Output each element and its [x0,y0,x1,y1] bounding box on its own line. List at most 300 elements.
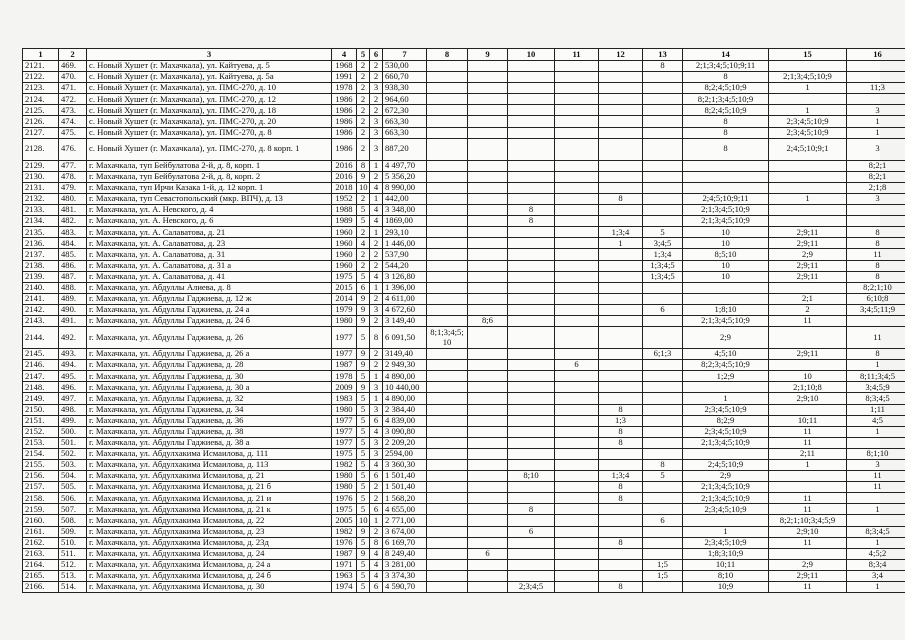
table-cell-col-1: 2154. [23,448,59,459]
table-cell-col-6: 2 [370,94,383,105]
table-cell-col-16: 8;2;1 [847,160,905,171]
table-cell-col-1: 2142. [23,304,59,315]
table-cell-col-11 [555,382,599,393]
table-cell-col-15 [769,548,847,559]
table-cell-col-1: 2148. [23,382,59,393]
table-cell-col-4: 1971 [332,559,357,570]
table-cell-col-8 [427,515,468,526]
table-cell-col-14 [683,171,769,182]
table-cell-col-12 [599,171,643,182]
table-cell-col-7: 3 374,30 [383,570,427,581]
table-cell-col-1: 2146. [23,360,59,371]
table-cell-col-13: 6;1;3 [643,349,683,360]
table-cell-col-8 [427,482,468,493]
table-cell-col-9 [468,382,508,393]
table-cell-col-7: 3 348,00 [383,205,427,216]
table-cell-col-13: 5 [643,471,683,482]
table-cell-col-3: г. Махачкала, ул. Абдуллы Гаджиева, д. 24 а [87,304,332,315]
table-cell-col-11 [555,116,599,127]
table-cell-col-5: 5 [357,493,370,504]
table-cell-col-12 [599,315,643,326]
table-row [23,193,905,204]
table-cell-col-11 [555,282,599,293]
table-cell-col-1: 2158. [23,493,59,504]
table-cell-col-14: 10 [683,271,769,282]
table-cell-col-12 [599,548,643,559]
table-cell-col-15: 2;4;5;10;9;1 [769,138,847,160]
table-cell-col-2: 502. [59,448,87,459]
table-cell-col-15: 2;9;11 [769,238,847,249]
table-cell-col-11 [555,304,599,315]
table-cell-col-16: 8 [847,271,905,282]
table-cell-col-12 [599,515,643,526]
table-cell-col-13 [643,171,683,182]
table-cell-col-7: 4 890,00 [383,371,427,382]
table-cell-col-9 [468,249,508,260]
table-cell-col-10: 8 [508,504,555,515]
table-cell-col-10 [508,293,555,304]
table-row [23,582,905,593]
table-cell-col-6: 1 [370,160,383,171]
table-cell-col-11 [555,448,599,459]
table-cell-col-1: 2150. [23,404,59,415]
table-cell-col-10 [508,61,555,72]
table-cell-col-16 [847,61,905,72]
table-cell-col-16: 11 [847,249,905,260]
table-cell-col-15: 2;11 [769,448,847,459]
table-cell-col-16 [847,437,905,448]
column-header-1: 1 [23,49,59,61]
table-cell-col-10 [508,371,555,382]
table-cell-col-8 [427,216,468,227]
table-cell-col-6: 8 [370,327,383,349]
table-cell-col-10 [508,360,555,371]
table-cell-col-12: 1 [599,238,643,249]
table-cell-col-6: 6 [370,471,383,482]
table-cell-col-7: 4 497,70 [383,160,427,171]
table-cell-col-7: 2 384,40 [383,404,427,415]
table-cell-col-12: 1;3;4 [599,471,643,482]
table-cell-col-15: 1 [769,460,847,471]
table-cell-col-16: 2;1;8 [847,182,905,193]
column-header-4: 4 [332,49,357,61]
column-header-2: 2 [59,49,87,61]
table-cell-col-9 [468,349,508,360]
table-cell-col-8 [427,493,468,504]
table-cell-col-16: 4;5;2 [847,548,905,559]
table-cell-col-1: 2157. [23,482,59,493]
table-cell-col-10 [508,493,555,504]
table-cell-col-8 [427,382,468,393]
table-cell-col-13 [643,582,683,593]
table-cell-col-5: 2 [357,116,370,127]
table-row [23,559,905,570]
table-cell-col-10: 8 [508,205,555,216]
table-cell-col-3: г. Махачкала, ул. Абдуллы Гаджиева, д. 36 [87,415,332,426]
table-cell-col-2: 492. [59,327,87,349]
table-cell-col-12: 1;3 [599,415,643,426]
table-cell-col-14 [683,293,769,304]
table-row [23,260,905,271]
table-row [23,404,905,415]
table-cell-col-14: 10;9 [683,582,769,593]
table-cell-col-16: 1 [847,582,905,593]
table-cell-col-1: 2160. [23,515,59,526]
table-cell-col-15 [769,205,847,216]
table-cell-col-15: 2 [769,304,847,315]
table-cell-col-15 [769,94,847,105]
table-cell-col-13: 5 [643,227,683,238]
table-cell-col-6: 2 [370,526,383,537]
table-cell-col-12: 1;3;4 [599,227,643,238]
table-cell-col-16: 6;10;8 [847,293,905,304]
table-cell-col-14: 1;8;10 [683,304,769,315]
housing-register-table [22,48,905,593]
table-cell-col-2: 507. [59,504,87,515]
table-cell-col-12 [599,349,643,360]
table-cell-col-16: 8;2;1;10 [847,282,905,293]
table-cell-col-5: 10 [357,182,370,193]
table-cell-col-4: 2009 [332,382,357,393]
table-cell-col-3: г. Махачкала, туп Бейбулатова 2-й, д. 8, корп. 1 [87,160,332,171]
table-row [23,249,905,260]
table-cell-col-15 [769,282,847,293]
table-cell-col-7: 3 090,80 [383,426,427,437]
table-cell-col-11 [555,138,599,160]
table-cell-col-3: с. Новый Хушет (г. Махачкала), ул. ПМС-270, д. 8 корп. 1 [87,138,332,160]
table-cell-col-5: 6 [357,282,370,293]
table-cell-col-10: 2;3;4;5 [508,582,555,593]
table-cell-col-1: 2137. [23,249,59,260]
table-cell-col-9 [468,293,508,304]
table-cell-col-11 [555,493,599,504]
table-cell-col-15: 2;9;10 [769,393,847,404]
table-cell-col-13: 1;5 [643,570,683,581]
table-cell-col-5: 5 [357,371,370,382]
table-cell-col-4: 1986 [332,105,357,116]
table-cell-col-5: 5 [357,460,370,471]
table-cell-col-3: г. Махачкала, ул. Абдулхакима Исмаилова, д. 24 б [87,570,332,581]
table-cell-col-7: 663,30 [383,116,427,127]
table-cell-col-10 [508,171,555,182]
table-cell-col-4: 2016 [332,160,357,171]
table-cell-col-5: 2 [357,249,370,260]
table-cell-col-1: 2163. [23,548,59,559]
table-cell-col-14: 8 [683,138,769,160]
table-cell-col-14 [683,282,769,293]
table-cell-col-8 [427,227,468,238]
table-cell-col-6: 6 [370,415,383,426]
table-cell-col-7: 544,20 [383,260,427,271]
table-row [23,282,905,293]
table-cell-col-1: 2126. [23,116,59,127]
table-cell-col-5: 5 [357,559,370,570]
table-cell-col-11 [555,482,599,493]
table-cell-col-4: 1980 [332,482,357,493]
table-cell-col-16: 1 [847,537,905,548]
table-cell-col-3: г. Махачкала, ул. Абдулхакима Исмаилова, д. 113 [87,460,332,471]
table-cell-col-7: 4 611,00 [383,293,427,304]
table-cell-col-10 [508,72,555,83]
table-cell-col-8 [427,537,468,548]
table-cell-col-11 [555,537,599,548]
table-cell-col-6: 4 [370,205,383,216]
table-cell-col-7: 530,00 [383,61,427,72]
table-cell-col-6: 3 [370,437,383,448]
table-cell-col-13 [643,83,683,94]
table-cell-col-2: 483. [59,227,87,238]
table-cell-col-10 [508,238,555,249]
table-cell-col-1: 2153. [23,437,59,448]
table-cell-col-3: г. Махачкала, ул. Абдулхакима Исмаилова, д. 23д [87,537,332,548]
table-cell-col-5: 5 [357,448,370,459]
table-cell-col-1: 2132. [23,193,59,204]
table-cell-col-8 [427,116,468,127]
table-cell-col-15: 2;9;10 [769,526,847,537]
table-cell-col-10 [508,271,555,282]
table-cell-col-2: 510. [59,537,87,548]
table-cell-col-10 [508,437,555,448]
table-cell-col-3: г. Махачкала, ул. Абдулхакима Исмаилова, д. 24 [87,548,332,559]
table-cell-col-5: 5 [357,582,370,593]
table-cell-col-12 [599,382,643,393]
table-cell-col-8 [427,293,468,304]
table-row [23,127,905,138]
table-cell-col-16: 3 [847,460,905,471]
table-cell-col-4: 1960 [332,238,357,249]
table-cell-col-12 [599,83,643,94]
table-cell-col-3: г. Махачкала, ул. А. Салаватова, д. 31 [87,249,332,260]
table-row [23,526,905,537]
table-row [23,548,905,559]
table-cell-col-13 [643,382,683,393]
table-cell-col-9 [468,94,508,105]
table-body [23,61,905,593]
table-cell-col-5: 5 [357,216,370,227]
table-cell-col-5: 9 [357,349,370,360]
table-cell-col-16: 1 [847,504,905,515]
table-cell-col-16: 8 [847,238,905,249]
table-cell-col-3: г. Махачкала, ул. Абдуллы Гаджиева, д. 30 а [87,382,332,393]
table-cell-col-10 [508,482,555,493]
table-cell-col-7: 1869,00 [383,216,427,227]
table-cell-col-12 [599,249,643,260]
table-cell-col-1: 2147. [23,371,59,382]
table-cell-col-2: 477. [59,160,87,171]
table-cell-col-11 [555,471,599,482]
table-cell-col-5: 2 [357,105,370,116]
column-header-11: 11 [555,49,599,61]
table-cell-col-2: 501. [59,437,87,448]
table-cell-col-14: 2;9 [683,327,769,349]
table-cell-col-2: 512. [59,559,87,570]
table-cell-col-6: 6 [370,582,383,593]
column-header-12: 12 [599,49,643,61]
table-cell-col-9 [468,83,508,94]
table-cell-col-12 [599,360,643,371]
table-cell-col-9 [468,471,508,482]
table-cell-col-2: 487. [59,271,87,282]
table-cell-col-11 [555,426,599,437]
table-cell-col-9 [468,227,508,238]
table-cell-col-9 [468,160,508,171]
table-cell-col-15: 2;9;11 [769,271,847,282]
table-cell-col-8 [427,160,468,171]
table-cell-col-13: 6 [643,515,683,526]
table-cell-col-7: 1 396,00 [383,282,427,293]
table-cell-col-5: 5 [357,482,370,493]
table-cell-col-6: 3 [370,127,383,138]
table-cell-col-8 [427,548,468,559]
table-cell-col-16: 11;3 [847,83,905,94]
table-cell-col-13 [643,205,683,216]
table-cell-col-16: 11 [847,482,905,493]
table-row [23,116,905,127]
table-cell-col-9 [468,526,508,537]
table-cell-col-1: 2133. [23,205,59,216]
table-cell-col-15: 2;3;4;5;10;9 [769,127,847,138]
table-cell-col-12: 8 [599,482,643,493]
table-cell-col-14: 2;1;3;4;5;10;9 [683,315,769,326]
table-cell-col-16: 1 [847,116,905,127]
table-cell-col-12: 8 [599,582,643,593]
table-cell-col-5: 2 [357,61,370,72]
table-cell-col-9 [468,72,508,83]
table-cell-col-6: 1 [370,393,383,404]
table-cell-col-1: 2149. [23,393,59,404]
table-cell-col-3: г. Махачкала, ул. Абдуллы Гаджиева, д. 28 [87,360,332,371]
table-cell-col-4: 1989 [332,216,357,227]
table-cell-col-6: 2 [370,238,383,249]
table-cell-col-4: 1974 [332,582,357,593]
table-cell-col-5: 5 [357,426,370,437]
table-cell-col-11 [555,94,599,105]
table-cell-col-8: 8;1;3;4;5; 10 [427,327,468,349]
table-cell-col-4: 1991 [332,72,357,83]
table-cell-col-7: 4 839,00 [383,415,427,426]
table-cell-col-5: 9 [357,315,370,326]
table-cell-col-13 [643,293,683,304]
table-cell-col-1: 2130. [23,171,59,182]
table-cell-col-9 [468,138,508,160]
table-cell-col-9 [468,482,508,493]
table-cell-col-2: 486. [59,260,87,271]
table-cell-col-12 [599,94,643,105]
table-cell-col-7: 887,20 [383,138,427,160]
table-cell-col-8 [427,182,468,193]
table-cell-col-13 [643,193,683,204]
table-cell-col-9: 6 [468,548,508,559]
table-cell-col-7: 3 360,30 [383,460,427,471]
table-cell-col-6: 2 [370,349,383,360]
table-cell-col-10 [508,315,555,326]
table-row [23,61,905,72]
table-cell-col-12 [599,526,643,537]
table-cell-col-13: 1;3;4;5 [643,260,683,271]
table-cell-col-2: 495. [59,371,87,382]
table-cell-col-4: 1977 [332,437,357,448]
table-cell-col-14: 10 [683,260,769,271]
table-cell-col-13: 8 [643,61,683,72]
table-cell-col-7: 2 209,20 [383,437,427,448]
table-cell-col-4: 1977 [332,349,357,360]
table-cell-col-15: 2;9;11 [769,227,847,238]
table-cell-col-15: 11 [769,315,847,326]
table-cell-col-10 [508,138,555,160]
table-cell-col-9 [468,193,508,204]
table-cell-col-3: г. Махачкала, ул. А. Салаватова, д. 31 а [87,260,332,271]
table-cell-col-3: г. Махачкала, ул. Абдулхакима Исмаилова, д. 21 б [87,482,332,493]
table-cell-col-14 [683,160,769,171]
table-cell-col-2: 473. [59,105,87,116]
table-cell-col-1: 2131. [23,182,59,193]
table-cell-col-14: 8;10 [683,570,769,581]
table-cell-col-14: 2;3;4;5;10;9 [683,426,769,437]
table-cell-col-5: 5 [357,205,370,216]
table-cell-col-15 [769,482,847,493]
table-cell-col-4: 2014 [332,293,357,304]
table-cell-col-3: с. Новый Хушет (г. Махачкала), ул. ПМС-270, д. 10 [87,83,332,94]
table-cell-col-9 [468,570,508,581]
table-cell-col-9 [468,171,508,182]
table-cell-col-8 [427,105,468,116]
table-cell-col-6: 2 [370,260,383,271]
table-cell-col-15: 11 [769,582,847,593]
table-cell-col-12 [599,116,643,127]
table-cell-col-4: 1977 [332,415,357,426]
table-cell-col-7: 1 501,40 [383,471,427,482]
table-row [23,515,905,526]
table-cell-col-8 [427,415,468,426]
table-cell-col-12 [599,448,643,459]
table-cell-col-15: 8;2;1;10;3;4;5;9 [769,515,847,526]
table-cell-col-14: 2;1;3;4;5;10;9 [683,482,769,493]
table-cell-col-5: 5 [357,471,370,482]
table-cell-col-7: 2 949,30 [383,360,427,371]
table-cell-col-8 [427,371,468,382]
table-cell-col-16: 8 [847,227,905,238]
table-cell-col-1: 2128. [23,138,59,160]
table-cell-col-7: 8 249,40 [383,548,427,559]
table-cell-col-1: 2134. [23,216,59,227]
table-cell-col-12 [599,182,643,193]
column-header-10: 10 [508,49,555,61]
table-row [23,293,905,304]
table-cell-col-8 [427,72,468,83]
table-cell-col-10 [508,94,555,105]
table-cell-col-9 [468,448,508,459]
table-cell-col-5: 5 [357,271,370,282]
table-cell-col-15: 2;1;10;8 [769,382,847,393]
table-cell-col-14: 10;11 [683,559,769,570]
table-cell-col-4: 2016 [332,171,357,182]
column-header-16: 16 [847,49,905,61]
table-cell-col-1: 2141. [23,293,59,304]
table-cell-col-15 [769,182,847,193]
table-cell-col-2: 503. [59,460,87,471]
table-cell-col-6: 1 [370,193,383,204]
table-cell-col-14: 8 [683,127,769,138]
table-cell-col-12 [599,138,643,160]
table-cell-col-12 [599,371,643,382]
table-cell-col-7: 4 890,00 [383,393,427,404]
table-cell-col-8 [427,61,468,72]
table-cell-col-15: 11 [769,537,847,548]
table-cell-col-16: 3;4;5;9 [847,382,905,393]
table-cell-col-15: 1 [769,83,847,94]
table-cell-col-12 [599,260,643,271]
table-cell-col-10 [508,260,555,271]
